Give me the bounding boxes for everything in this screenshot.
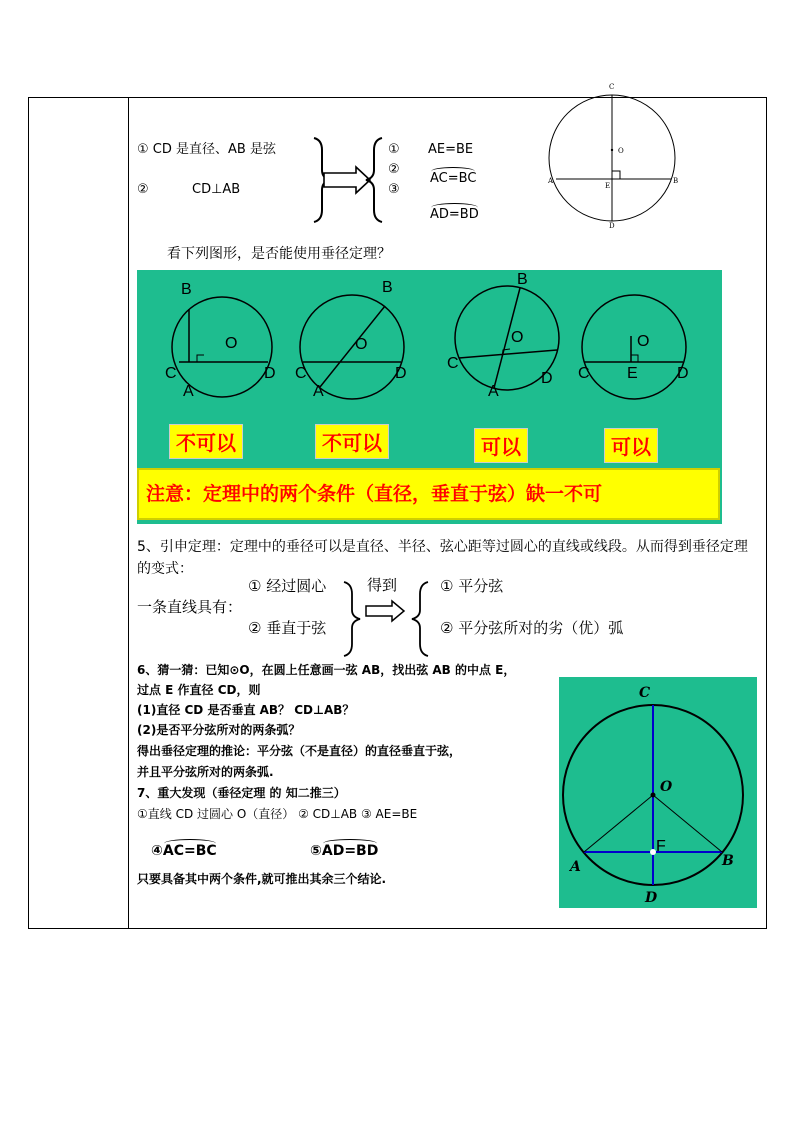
label-d: D — [609, 222, 615, 230]
c1-label-a: A — [183, 383, 194, 400]
c4-label-e: E — [627, 365, 638, 382]
variant-cond-2: ② 垂直于弦 — [248, 619, 327, 637]
figure-circles — [137, 270, 722, 430]
brace-arrow-graphic — [300, 134, 390, 226]
c2-label-a: A — [313, 383, 324, 400]
table-column-divider — [128, 97, 129, 929]
rd-label-c: C — [639, 685, 651, 701]
section7-title: 7、重大发现（垂径定理 的 知二推三） — [137, 786, 346, 800]
c3-label-o: O — [511, 329, 524, 346]
corollary-diagram-panel — [559, 677, 757, 908]
question-text: 看下列图形，是否能使用垂径定理？ — [167, 246, 391, 262]
result-1: AE=BE — [428, 142, 474, 157]
section7-item4: ④AC=BC — [151, 843, 217, 859]
table-left-border — [28, 97, 29, 929]
section6-line3: (1)直径 CD 是否垂直 AB？ CD⊥AB？ — [137, 703, 355, 717]
result-number-2: ② — [388, 162, 400, 177]
rd-label-o: O — [660, 779, 673, 795]
variant-lead: 一条直线具有： — [137, 598, 243, 616]
label-b: B — [673, 177, 679, 185]
rd-label-b: B — [722, 853, 734, 869]
section6-line4: (2)是否平分弦所对的两条弧？ — [137, 723, 301, 737]
figure-panel — [137, 270, 722, 524]
section7-items: ①直线 CD 过圆心 O（直径） ② CD⊥AB ③ AE=BE — [137, 807, 418, 821]
c1-label-o: O — [225, 335, 238, 352]
c3-label-d: D — [541, 370, 553, 387]
label-c: C — [609, 83, 615, 91]
c4-label-d: D — [677, 365, 689, 382]
c2-label-o: O — [355, 336, 368, 353]
section6-line6: 并且平分弦所对的两条弧. — [137, 765, 274, 779]
condition-2: CD⊥AB — [192, 182, 241, 197]
c3-label-b: B — [517, 271, 528, 288]
note-text: 注意：定理中的两个条件（直径，垂直于弦）缺一不可 — [146, 483, 603, 505]
label-e: E — [605, 182, 611, 190]
c3-label-a: A — [488, 383, 499, 400]
variant-arrow-label: 得到 — [367, 576, 398, 594]
section7-conclusion: 只要具备其中两个条件,就可推出其余三个结论. — [137, 872, 387, 886]
section5-text: 5、引申定理：定理中的垂径可以是直径、半径、弦心距等过圆心的直线或线段。从而得到垂径定理的变式： — [137, 539, 748, 577]
label-a: A — [548, 177, 554, 185]
c2-label-b: B — [382, 279, 393, 296]
note-box — [137, 468, 720, 520]
c3-label-c: C — [447, 355, 459, 372]
section6-line1: 6、猜一猜：已知⊙O，在圆上任意画一弦 AB，找出弦 AB 的中点 E， — [137, 663, 516, 677]
variant-result-1: ① 平分弦 — [440, 577, 504, 595]
c1-label-b: B — [181, 281, 192, 298]
corollary-diagram — [559, 677, 757, 908]
condition-2-number: ② — [137, 182, 149, 197]
c2-label-c: C — [295, 365, 307, 382]
section7-item5: ⑤AD=BD — [310, 843, 379, 859]
table-bottom-border — [28, 928, 767, 929]
answer-badge-2: 不可以 — [315, 424, 389, 459]
label-o: O — [618, 147, 624, 155]
rd-label-d: D — [645, 890, 658, 906]
table-right-border — [766, 97, 767, 929]
variant-result-2: ② 平分弦所对的劣（优）弧 — [440, 619, 624, 637]
result-3: AD=BD — [430, 207, 479, 222]
rd-label-f: F — [656, 838, 666, 855]
c4-label-o: O — [637, 333, 650, 350]
c4-label-c: C — [578, 365, 590, 382]
answer-badge-3: 可以 — [474, 428, 528, 463]
variant-brace-arrow — [336, 576, 436, 662]
result-2: AC=BC — [430, 171, 477, 186]
answer-badge-4: 可以 — [604, 428, 658, 463]
section6-line2: 过点 E 作直径 CD，则 — [137, 683, 261, 697]
result-number-3: ③ — [388, 182, 400, 197]
condition-1: ① CD 是直径、AB 是弦 — [137, 142, 276, 157]
result-number-1: ① — [388, 142, 400, 157]
c1-label-d: D — [264, 365, 276, 382]
variant-cond-1: ① 经过圆心 — [248, 577, 327, 595]
section6-line5: 得出垂径定理的推论：平分弦（不是直径）的直径垂直于弦， — [137, 744, 462, 758]
answer-badge-1: 不可以 — [169, 424, 243, 459]
c2-label-d: D — [395, 365, 407, 382]
theorem-diagram — [545, 78, 685, 230]
rd-label-a: A — [570, 859, 581, 875]
c1-label-c: C — [165, 365, 177, 382]
